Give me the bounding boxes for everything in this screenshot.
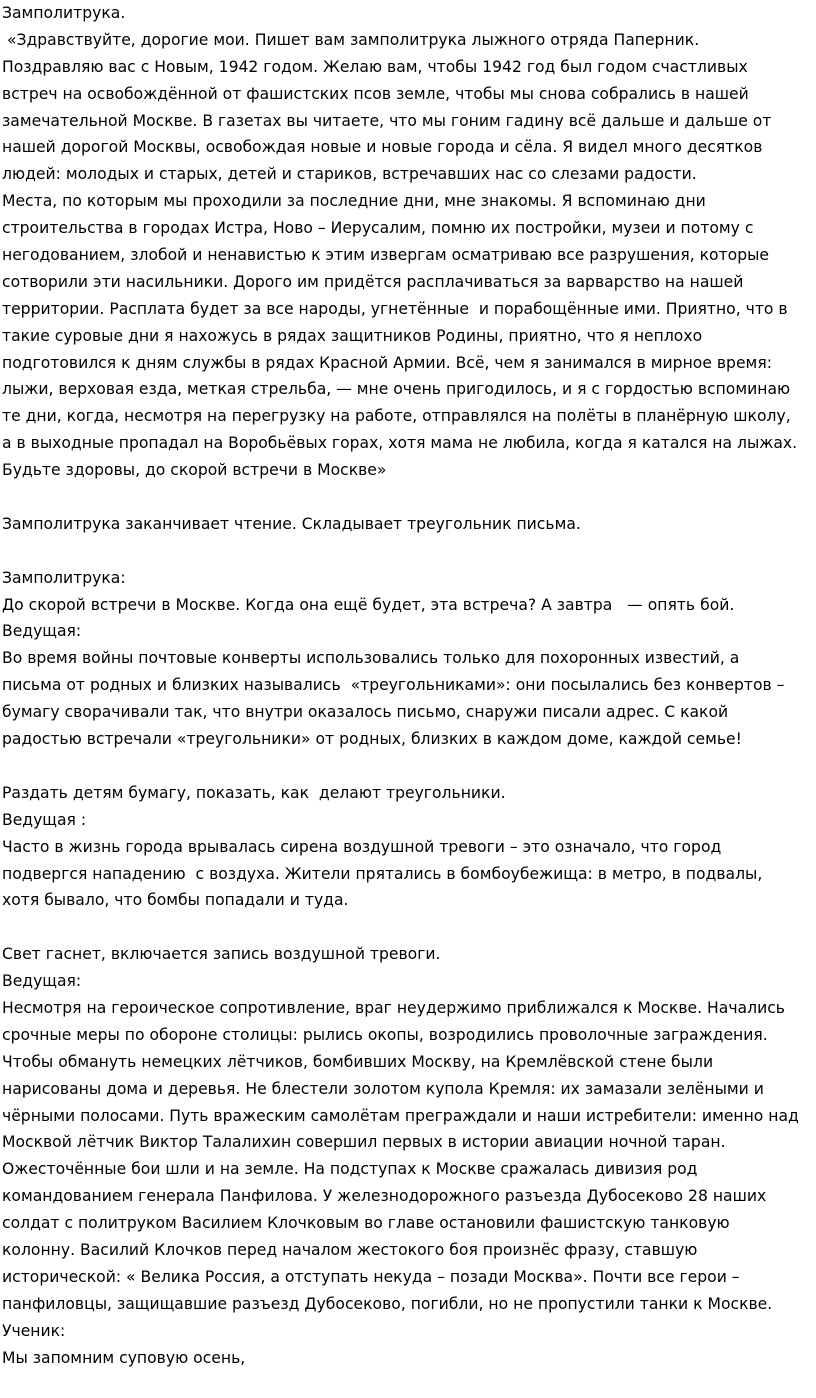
text-line: командованием генерала Панфилова. У железнодорожного разъезда Дубосеково 28 наших [2, 1187, 767, 1206]
text-line: Чтобы обмануть немецких лётчиков, бомбивших Москву, на Кремлёвской стене были [2, 1052, 714, 1071]
blank-line [2, 914, 816, 941]
text-line: людей: молодых и старых, детей и стариков, встречавших нас со слезами радости. [2, 165, 697, 184]
text-line: такие суровые дни я нахожусь в рядах защитников Родины, приятно, что я неплохо [2, 326, 703, 345]
text-line: чёрными полосами. Путь вражеским самолётам преграждали и наши истребители: именно над [2, 1106, 799, 1125]
text-line: солдат с политруком Василием Клочковым во главе остановили фашистскую танковую [2, 1214, 730, 1233]
text-line: Во время войны почтовые конверты использовались только для похоронных известий, а [2, 649, 740, 668]
text-line: бумагу сворачивали так, что внутри оказалось письмо, снаружи писали адрес. С какой [2, 703, 729, 722]
blank-line [2, 538, 816, 565]
text-line: письма от родных и близких назывались «треугольниками»: они посылались без конвертов – [2, 676, 785, 695]
text-line [2, 1371, 816, 1398]
text-line: колонну. Василий Клочков перед началом жестокого боя произнёс фразу, ставшую [2, 1240, 698, 1259]
text-line: те дни, когда, несмотря на перегрузку на работе, отправлялся на полёты в планёрную школу, [2, 407, 791, 426]
text-line: подвергся нападению с воздуха. Жители прятались в бомбоубежища: в метро, в подвалы, [2, 864, 763, 883]
text-line: Свет гаснет, включается запись воздушной тревоги. [2, 945, 441, 964]
text-line: панфиловцы, защищавшие разъезд Дубосеково, погибли, но не пропустили танки к Москве. [2, 1294, 773, 1313]
text-line: строительства в городах Истра, Ново – Иерусалим, помню их постройки, музеи и потому с [2, 219, 754, 238]
text-line: Москвой лётчик Виктор Талалихин совершил первых в истории авиации ночной таран. [2, 1133, 726, 1152]
text-line: Раздать детям бумагу, показать, как делают треугольники. [2, 783, 506, 802]
text-line: подготовился к дням службы в рядах Красной Армии. Всё, чем я занимался в мирное время: [2, 353, 772, 372]
blank-line [2, 753, 816, 780]
blank-line [2, 484, 816, 511]
text-line: нашей дорогой Москвы, освобождая новые и новые города и сёла. Я видел много десятков [2, 138, 763, 157]
text-line: замечательной Москве. В газетах вы читаете, что мы гоним гадину всё дальше и дальше от [2, 111, 772, 130]
text-line: лыжи, верховая езда, меткая стрельба, — мне очень пригодилось, и я с гордостью вспоминаю [2, 380, 791, 399]
text-line: хотя бывало, что бомбы попадали и туда. [2, 891, 349, 910]
text-line: Ведущая : [2, 810, 87, 829]
text-line: Ведущая: [2, 622, 82, 641]
text-line: Замполитрука. [2, 4, 126, 22]
text-line: территории. Расплата будет за все народы, угнетённые и порабощённые ими. Приятно, что в [2, 299, 788, 318]
text-line: сотворили эти насильники. Дорого им придётся расплачиваться за варварство на нашей [2, 272, 744, 291]
text-line: Места, по которым мы проходили за последние дни, мне знакомы. Я вспоминаю дни [2, 192, 706, 211]
text-line: а в выходные пропадал на Воробьёвых горах, хотя мама не любила, когда я катался на лыжах. [2, 434, 798, 453]
text-line: Замполитрука заканчивает чтение. Складывает треугольник письма. [2, 514, 581, 533]
text-line: радостью встречали «треугольники» от родных, близких в каждом доме, каждой семье! [2, 730, 742, 749]
text-line: Замполитрука: [2, 568, 126, 587]
text-line: До скорой встречи в Москве. Когда она ещё будет, эта встреча? А завтра — опять бой. [2, 595, 735, 614]
text-line: негодованием, злобой и ненавистью к этим извергам осматриваю все разрушения, которые [2, 246, 770, 265]
text-line: «Здравствуйте, дорогие мои. Пишет вам замполитрука лыжного отряда Паперник. [2, 30, 700, 49]
text-line: срочные меры по обороне столицы: рылись окопы, возродились проволочные заграждения. [2, 1025, 768, 1044]
text-line: Часто в жизнь города врывалась сирена воздушной тревоги – это означало, что город [2, 837, 722, 856]
text-line: Мы запомним суповую осень, [2, 1348, 246, 1367]
text-line: Поздравляю вас с Новым, 1942 годом. Желаю вам, чтобы 1942 год был годом счастливых [2, 57, 748, 76]
text-line: Ведущая: [2, 972, 82, 991]
text-line: встреч на освобождённой от фашистских псов земле, чтобы мы снова собрались в нашей [2, 84, 749, 103]
text-line: Ученик: [2, 1321, 66, 1340]
text-line: Ожесточённые бои шли и на земле. На подступах к Москве сражалась дивизия род [2, 1160, 698, 1179]
text-line: Несмотря на героическое сопротивление, враг неудержимо приближался к Москве. Начались [2, 998, 785, 1017]
text-line: Будьте здоровы, до скорой встречи в Москве» [2, 461, 387, 480]
text-line: нарисованы дома и деревья. Не блестели золотом купола Кремля: их замазали зелёными и [2, 1079, 764, 1098]
text-line: исторической: « Велика Россия, а отступать некуда – позади Москва». Почти все герои – [2, 1267, 740, 1286]
